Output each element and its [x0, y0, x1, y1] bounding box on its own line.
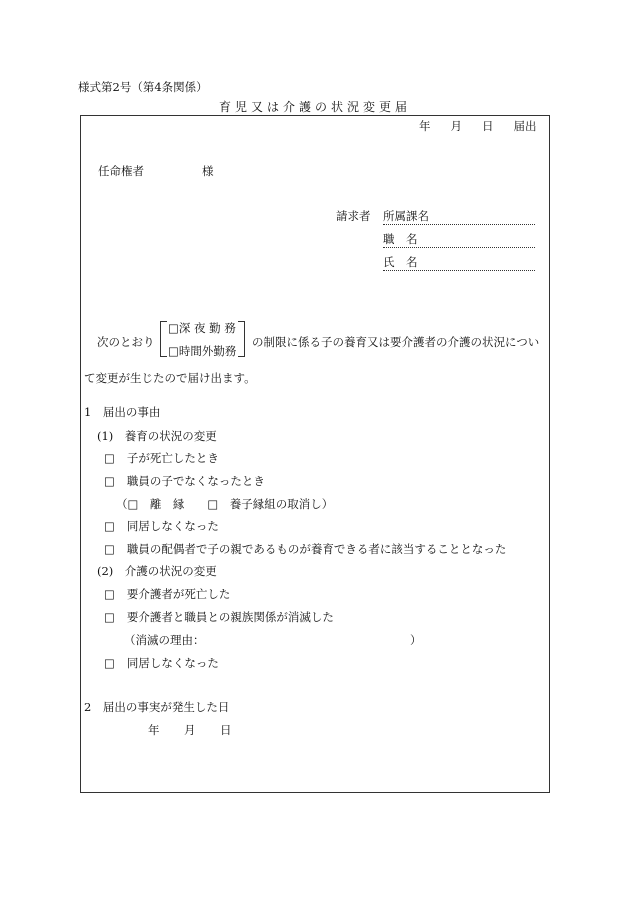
form-title: 育児又は介護の状況変更届: [218, 100, 411, 114]
position-label: 職 名: [383, 232, 418, 246]
option-cared-died[interactable]: □ 要介護者が死亡した: [104, 587, 231, 601]
event-month: 月: [184, 723, 196, 737]
position-field[interactable]: [383, 231, 535, 248]
adoption-options[interactable]: （□ 離 縁 □ 養子縁組の取消し）: [116, 497, 334, 511]
day-label: 日: [482, 119, 494, 133]
addressee: 任命権者: [98, 164, 144, 178]
checkbox[interactable]: □: [104, 587, 115, 601]
name-label: 氏 名: [383, 255, 418, 269]
department-label: 所属課名: [383, 209, 429, 223]
year-label: 年: [419, 119, 431, 133]
honorific: 様: [202, 164, 214, 178]
submission-date: [419, 118, 537, 134]
checkbox[interactable]: □: [104, 610, 115, 624]
form-number: 様式第2号（第4条関係）: [78, 80, 208, 94]
option-child-died[interactable]: □ 子が死亡したとき: [104, 451, 219, 465]
intro-continuation: て変更が生じたので届け出ます。: [84, 371, 256, 385]
intro-prefix: 次のとおり: [97, 335, 155, 349]
reason-close: ）: [410, 633, 422, 647]
requester-label: 請求者: [336, 209, 371, 223]
name-field[interactable]: [383, 254, 535, 271]
option-no-cohabit-2[interactable]: □ 同居しなくなった: [104, 656, 219, 670]
option-not-child[interactable]: □ 職員の子でなくなったとき: [104, 474, 265, 488]
intro-suffix: の制限に係る子の養育又は要介護者の介護の状況につい: [252, 335, 540, 349]
checkbox[interactable]: □: [104, 542, 115, 556]
event-day: 日: [220, 723, 232, 737]
option-spouse[interactable]: □ 職員の配偶者で子の親であるものが養育できる者に該当することとなった: [104, 542, 507, 556]
sub1-heading: (1) 養育の状況の変更: [97, 429, 217, 443]
option-relation-ended[interactable]: □ 要介護者と職員との親族関係が消滅した: [104, 610, 334, 624]
checkbox[interactable]: □: [104, 474, 115, 488]
right-bracket: [238, 321, 245, 357]
checkbox[interactable]: □: [104, 656, 115, 670]
option-no-cohabit-1[interactable]: □ 同居しなくなった: [104, 519, 219, 533]
section1-heading: 1 届出の事由: [84, 405, 161, 419]
late-night-option[interactable]: □深 夜 勤 務: [168, 321, 236, 335]
event-year: 年: [148, 723, 160, 737]
department-field[interactable]: [383, 208, 535, 225]
checkbox[interactable]: □: [104, 519, 115, 533]
submitted-label: 届出: [513, 119, 537, 133]
reason-label: （消滅の理由：: [124, 633, 205, 647]
left-bracket: [160, 321, 167, 357]
overtime-option[interactable]: □時間外勤務: [168, 344, 237, 358]
checkbox[interactable]: □: [104, 451, 115, 465]
section2-heading: 2 届出の事実が発生した日: [84, 700, 230, 714]
sub2-heading: (2) 介護の状況の変更: [97, 564, 217, 578]
month-label: 月: [450, 119, 462, 133]
